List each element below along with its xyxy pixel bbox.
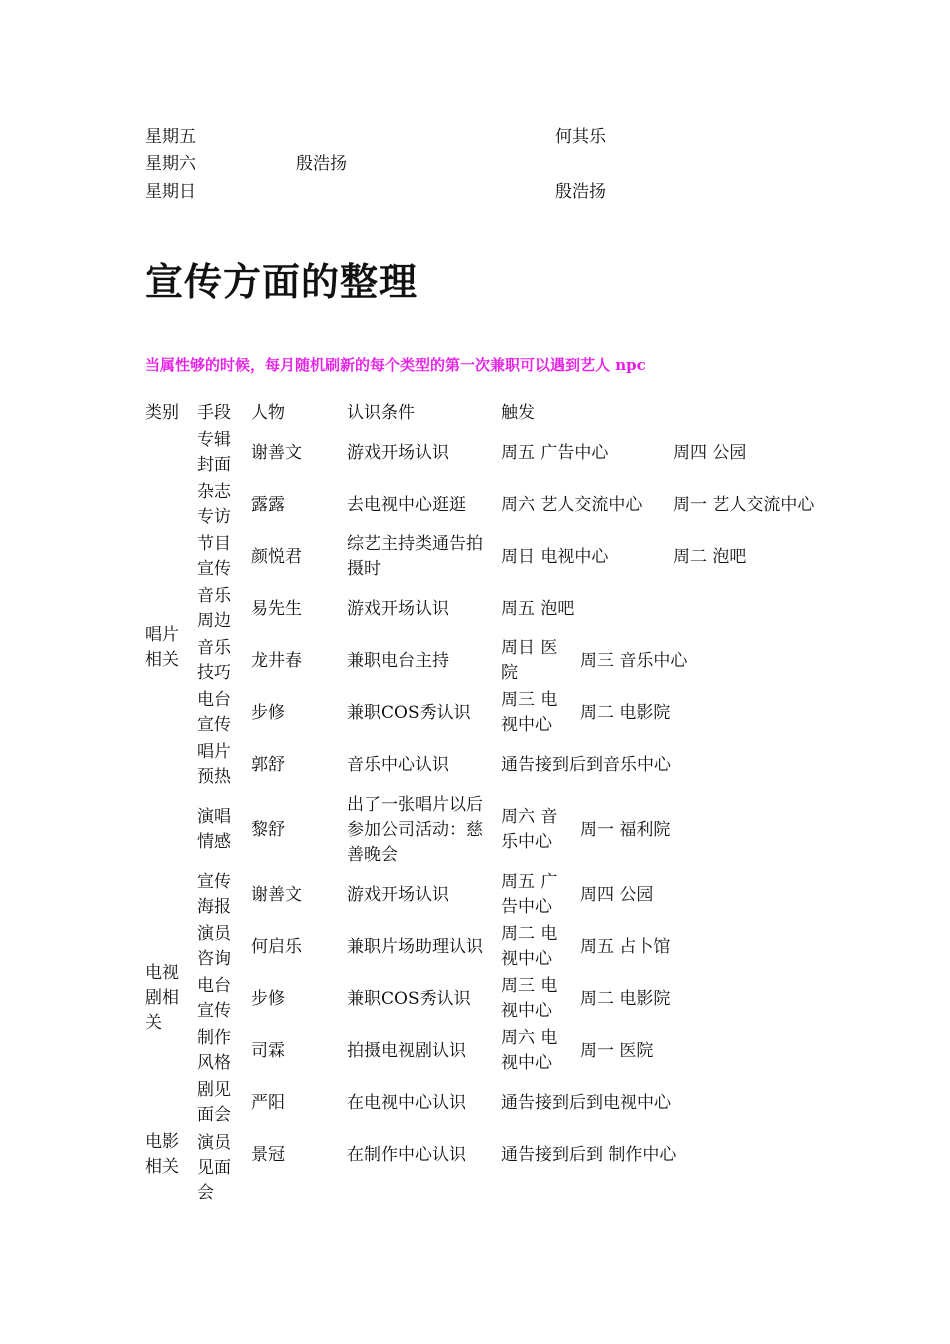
method-cell: 宣传海报 bbox=[197, 872, 231, 917]
person-cell: 郭舒 bbox=[251, 754, 285, 775]
method-cell: 节目宣传 bbox=[197, 534, 231, 579]
method-cell: 杂志专访 bbox=[197, 482, 231, 527]
method-cell: 演员见面会 bbox=[197, 1133, 231, 1203]
condition-cell: 去电视中心逛逛 bbox=[347, 494, 466, 515]
trigger-secondary: 周二 电影院 bbox=[580, 702, 671, 723]
category-cell: 唱片相关 bbox=[145, 625, 179, 670]
schedule-mid: 殷浩扬 bbox=[296, 154, 347, 174]
method-cell: 专辑封面 bbox=[197, 430, 231, 475]
person-cell: 颜悦君 bbox=[251, 546, 302, 567]
trigger-primary: 周三 电视中心 bbox=[501, 690, 558, 735]
trigger-secondary: 周四 公园 bbox=[673, 442, 747, 463]
header-method: 手段 bbox=[197, 403, 231, 423]
person-cell: 司霖 bbox=[251, 1040, 285, 1061]
trigger-primary: 周五 泡吧 bbox=[501, 598, 575, 619]
person-cell: 何启乐 bbox=[251, 936, 302, 957]
person-cell: 步修 bbox=[251, 702, 285, 723]
schedule-day: 星期日 bbox=[145, 182, 196, 202]
condition-cell: 游戏开场认识 bbox=[347, 884, 449, 905]
method-cell: 演员咨询 bbox=[197, 924, 231, 969]
condition-cell: 游戏开场认识 bbox=[347, 598, 449, 619]
category-cell: 电影相关 bbox=[145, 1132, 179, 1177]
trigger-primary: 周二 电视中心 bbox=[501, 924, 558, 969]
schedule-day: 星期六 bbox=[145, 154, 196, 174]
person-cell: 黎舒 bbox=[251, 819, 285, 840]
category-cell: 电视剧相关 bbox=[145, 962, 179, 1033]
trigger-primary: 通告接到后到音乐中心 bbox=[501, 754, 671, 775]
condition-cell: 在电视中心认识 bbox=[347, 1092, 466, 1113]
person-cell: 易先生 bbox=[251, 598, 302, 619]
schedule-right: 何其乐 bbox=[555, 127, 606, 147]
condition-cell: 兼职COS秀认识 bbox=[347, 988, 471, 1009]
trigger-primary: 周五 广告中心 bbox=[501, 872, 558, 917]
method-cell: 唱片预热 bbox=[197, 742, 231, 787]
trigger-primary: 周五 广告中心 bbox=[501, 442, 609, 463]
schedule-right: 殷浩扬 bbox=[555, 182, 606, 202]
person-cell: 谢善文 bbox=[251, 884, 302, 905]
section-title: 宣传方面的整理 bbox=[145, 259, 419, 304]
person-cell: 景冠 bbox=[251, 1144, 285, 1165]
method-cell: 电台宣传 bbox=[197, 690, 231, 735]
condition-cell: 兼职电台主持 bbox=[347, 650, 449, 671]
trigger-secondary: 周三 音乐中心 bbox=[580, 650, 688, 671]
trigger-primary: 周日 医院 bbox=[501, 638, 558, 683]
condition-cell: 兼职COS秀认识 bbox=[347, 702, 471, 723]
condition-cell: 音乐中心认识 bbox=[347, 754, 449, 775]
method-cell: 制作风格 bbox=[197, 1028, 231, 1073]
method-cell: 电台宣传 bbox=[197, 976, 231, 1021]
header-trigger: 触发 bbox=[501, 403, 535, 423]
trigger-primary: 周六 电视中心 bbox=[501, 1028, 558, 1073]
method-cell: 剧见面会 bbox=[197, 1080, 231, 1125]
trigger-primary: 通告接到后到 制作中心 bbox=[501, 1144, 677, 1165]
schedule-day: 星期五 bbox=[145, 127, 196, 147]
highlight-note: 当属性够的时候，每月随机刷新的每个类型的第一次兼职可以遇到艺人 npc bbox=[145, 356, 646, 374]
person-cell: 谢善文 bbox=[251, 442, 302, 463]
condition-cell: 在制作中心认识 bbox=[347, 1144, 466, 1165]
person-cell: 露露 bbox=[251, 494, 285, 515]
condition-cell: 兼职片场助理认识 bbox=[347, 936, 483, 957]
person-cell: 龙井春 bbox=[251, 650, 302, 671]
trigger-secondary: 周五 占卜馆 bbox=[580, 936, 671, 957]
method-cell: 音乐技巧 bbox=[197, 638, 231, 683]
trigger-primary: 周三 电视中心 bbox=[501, 976, 558, 1021]
person-cell: 步修 bbox=[251, 988, 285, 1009]
trigger-primary: 周日 电视中心 bbox=[501, 546, 609, 567]
method-cell: 演唱情感 bbox=[197, 807, 231, 852]
header-category: 类别 bbox=[145, 403, 179, 423]
trigger-secondary: 周一 艺人交流中心 bbox=[673, 494, 815, 515]
condition-cell: 综艺主持类通告拍摄时 bbox=[347, 534, 483, 579]
trigger-primary: 周六 艺人交流中心 bbox=[501, 494, 643, 515]
header-person: 人物 bbox=[251, 403, 285, 423]
condition-cell: 游戏开场认识 bbox=[347, 442, 449, 463]
header-condition: 认识条件 bbox=[347, 403, 415, 423]
trigger-primary: 通告接到后到电视中心 bbox=[501, 1092, 671, 1113]
trigger-primary: 周六 音乐中心 bbox=[501, 807, 558, 852]
trigger-secondary: 周一 医院 bbox=[580, 1040, 654, 1061]
method-cell: 音乐周边 bbox=[197, 586, 231, 631]
trigger-secondary: 周二 泡吧 bbox=[673, 546, 747, 567]
trigger-secondary: 周二 电影院 bbox=[580, 988, 671, 1009]
trigger-secondary: 周一 福利院 bbox=[580, 819, 671, 840]
trigger-secondary: 周四 公园 bbox=[580, 884, 654, 905]
condition-cell: 出了一张唱片以后参加公司活动：慈善晚会 bbox=[347, 794, 483, 865]
condition-cell: 拍摄电视剧认识 bbox=[347, 1040, 466, 1061]
person-cell: 严阳 bbox=[251, 1092, 285, 1113]
